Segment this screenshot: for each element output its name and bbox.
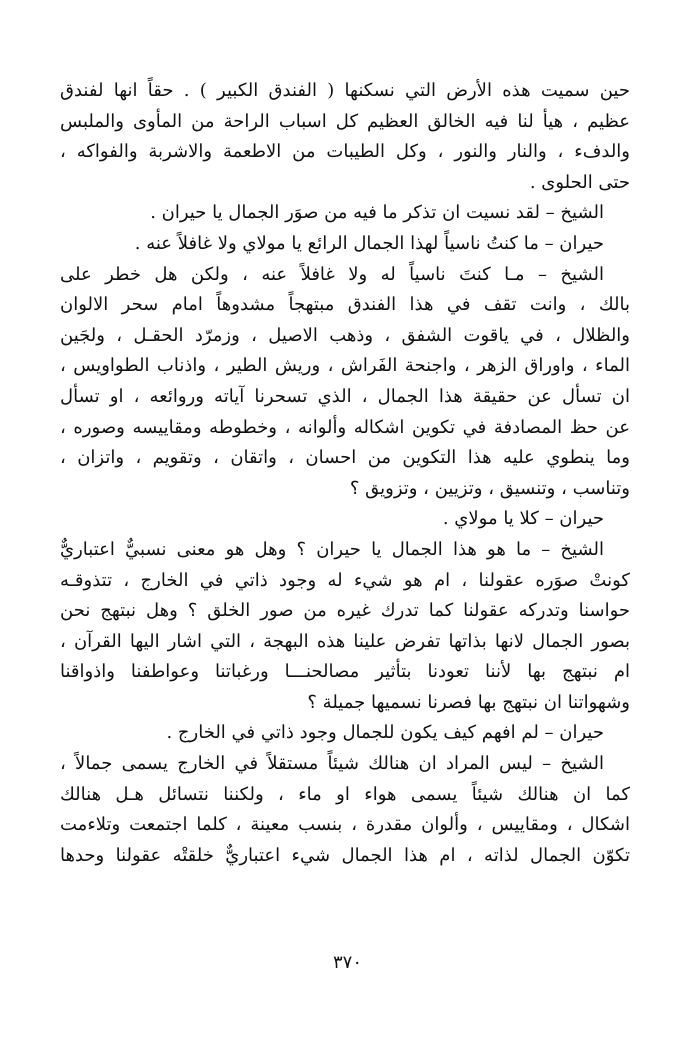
- text-line: الماء ، واوراق الزهر ، واجنحة الفَراش ، وريش الطير ، واذناب الطواويس ،: [60, 355, 630, 377]
- page-body-text: [60, 76, 630, 871]
- text-line: كما ان هنالك شيئاً يسمى هواء او ماء ، ولكننا نتسائل هـل هنالك: [60, 783, 630, 805]
- text-line: بالك ، وانت تقف في هذا الفندق مبتهجاً مشدوهاً امام سحر الالوان: [60, 294, 630, 316]
- text-line: حتى الحلوى .: [529, 171, 630, 193]
- text-line: عن حظ المصادفة في تكوين اشكاله وألوانه ، وخطوطه ومقاييسه وصوره ،: [60, 416, 630, 438]
- text-line: حين سميت هذه الأرض التي نسكنها ( الفندق الكبير ) . حقاً انها لفندق: [60, 80, 630, 101]
- text-line: الشيخ – لقد نسيت ان تذكر ما فيه من صوَر الجمال يا حيران .: [150, 202, 604, 224]
- text-line: تكوّن الجمال لذاته ، ام هذا الجمال شيء اعتباريٌّ خلقتْه عقولنا وحدها: [60, 844, 630, 866]
- text-line: حواسنا وتدركه عقولنا كما تدرك غيره من صور الخلق ؟ وهل نبتهج نحن: [60, 600, 630, 622]
- text-line: اشكال ، ومقاييس ، وألوان مقدرة ، بنسب معينة ، كلما اجتمعت وتلاءمت: [60, 814, 630, 836]
- text-line: كونتْ صوَره عقولنا ، ام هو شيء له وجود ذاتي في الخارج ، تتذوقـه: [60, 569, 630, 591]
- text-line: وشهواتنا ان نبتهج بها فصرنا نسميها جميلة ؟: [307, 691, 630, 713]
- text-line: ام نبتهج بها لأننا تعودنا بتأثير مصالحنـــا ورغباتنا وعواطفنا واذواقنا: [60, 661, 630, 683]
- text-line: عظيم ، هيأ لنا فيه الخالق العظيم كل اسباب الراحة من المأوى والملبس: [60, 110, 630, 132]
- page-number: ٣٧٠: [332, 952, 362, 973]
- text-line: الشيخ – مـا كنتَ ناسياً له ولا غافلاً عنه ، ولكن هل خطر على: [60, 263, 604, 285]
- text-line: والظلال ، في ياقوت الشفق ، وذهب الاصيل ، وزمرّد الحقـل ، ولجَين: [60, 324, 630, 346]
- text-line: والدفء ، والنار والنور ، وكل الطيبات من الاطعمة والاشربة والفواكه ،: [60, 141, 630, 163]
- text-line: ان تسأل عن حقيقة هذا الجمال ، الذي تسحرنا آياته وروائعه ، او تسأل: [60, 385, 630, 407]
- text-line: الشيخ – ليس المراد ان هنالك شيئاً مستقلاً في الخارج يسمى جمالاً ،: [60, 753, 604, 775]
- text-line: وما ينطوي عليه هذا التكوين من احسان ، واتقان ، وتقويم ، واتزان ،: [60, 447, 630, 469]
- text-line: حيران – ما كنتُ ناسياً لهذا الجمال الرائع يا مولاي ولا غافلاً عنه .: [134, 232, 604, 254]
- text-line: الشيخ – ما هو هذا الجمال يا حيران ؟ وهل هو معنى نسبيٌّ اعتباريٌّ: [60, 538, 604, 560]
- text-line: وتناسب ، وتنسيق ، وتزيين ، وتزويق ؟: [349, 477, 630, 499]
- text-line: حيران – كلا يا مولاي .: [442, 508, 604, 530]
- text-line: بصور الجمال لانها بذاتها تفرض علينا هذه البهجة ، التي اشار اليها القرآن ،: [60, 630, 630, 652]
- text-line: حيران – لم افهم كيف يكون للجمال وجود ذاتي في الخارج .: [166, 722, 604, 744]
